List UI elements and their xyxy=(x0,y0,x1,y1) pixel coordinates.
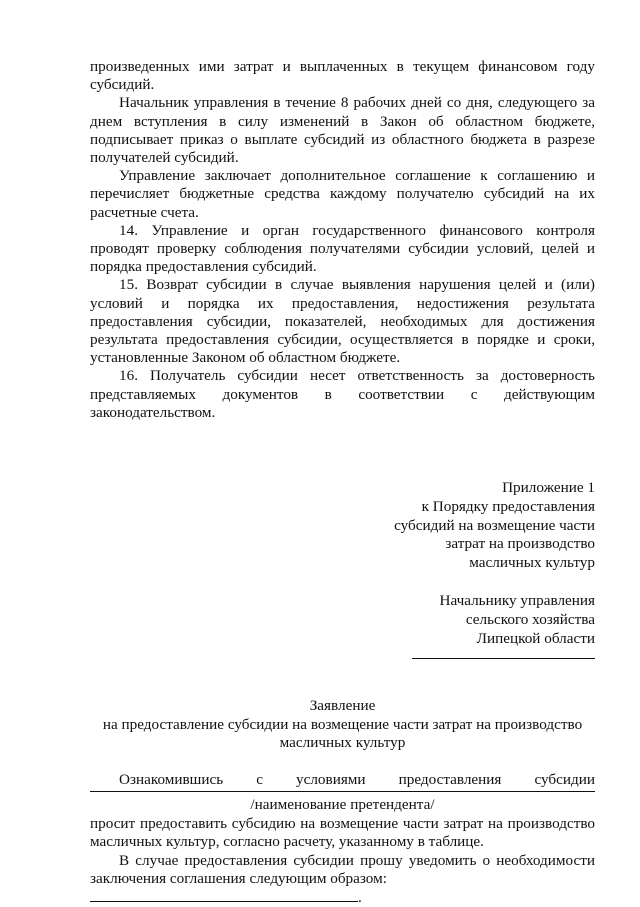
recipient-block xyxy=(90,592,595,667)
request-paragraph: просит предоставить субсидию на возмещение части затрат на производство масличных культур, согласно расчету, указанному в таблице. xyxy=(90,814,595,851)
appendix-header xyxy=(90,479,595,573)
appendix-line: затрат на производство xyxy=(445,535,595,553)
paragraph-16: 16. Получатель субсидии несет ответственность за достоверность представляемых документов в соответствии с действующим законодательством. xyxy=(90,367,595,421)
paragraph-15: 15. Возврат субсидии в случае выявления нарушения целей и (или) условий и порядка их предоставления, недостижения результата предоставления субсидии, показателей, необходимых для достижения результата предоставления субсидии, осуществляется в порядке и сроки, установленные Законом об областном бюджете. xyxy=(90,276,595,367)
acquainted-line: Ознакомившись с условиями предоставления субсидии xyxy=(119,770,595,788)
recipient-line: Начальнику управления xyxy=(439,592,595,610)
paragraph-order-signing: Начальник управления в течение 8 рабочих дней со дня, следующего за днем вступления в силу изменений в Закон об областном бюджете, подписывает приказ о выплате субсидий из областного бюджета в разрезе получателей субсидий. xyxy=(90,94,595,167)
pretender-label: /наименование претендента/ xyxy=(250,796,435,814)
application-subtitle: масличных культур xyxy=(279,734,406,752)
paragraph-continuation: произведенных ими затрат и выплаченных в текущем финансовом году субсидий. xyxy=(90,58,595,94)
notify-paragraph: В случае предоставления субсидии прошу уведомить о необходимости заключения соглашения следующим образом: xyxy=(90,851,595,888)
recipient-line: сельского хозяйства xyxy=(465,610,595,628)
notify-method-line xyxy=(90,889,358,902)
paragraph-agreement: Управление заключает дополнительное соглашение к соглашению и перечисляет бюджетные средства каждому получателю субсидий на их расчетные счета. xyxy=(90,167,595,221)
appendix-line: субсидий на возмещение части xyxy=(394,516,595,534)
application-subtitle: на предоставление субсидии на возмещение части затрат на производство xyxy=(102,715,583,733)
applicant-signature-line xyxy=(412,648,595,659)
application-title-block xyxy=(90,697,595,753)
application-title: Заявление xyxy=(309,697,376,715)
notify-end: . xyxy=(358,888,362,906)
appendix-line: к Порядку предоставления xyxy=(421,497,595,515)
appendix-line: Приложение 1 xyxy=(502,479,595,497)
appendix-line: масличных культур xyxy=(469,554,595,572)
recipient-line: Липецкой области xyxy=(476,629,595,647)
notify-line-row xyxy=(90,889,595,907)
document-page xyxy=(90,58,595,907)
pretender-name-line xyxy=(90,791,595,792)
paragraph-14: 14. Управление и орган государственного финансового контроля проводят проверку соблюдения получателями субсидии условий, целей и порядка предоставления субсидий. xyxy=(90,221,595,276)
